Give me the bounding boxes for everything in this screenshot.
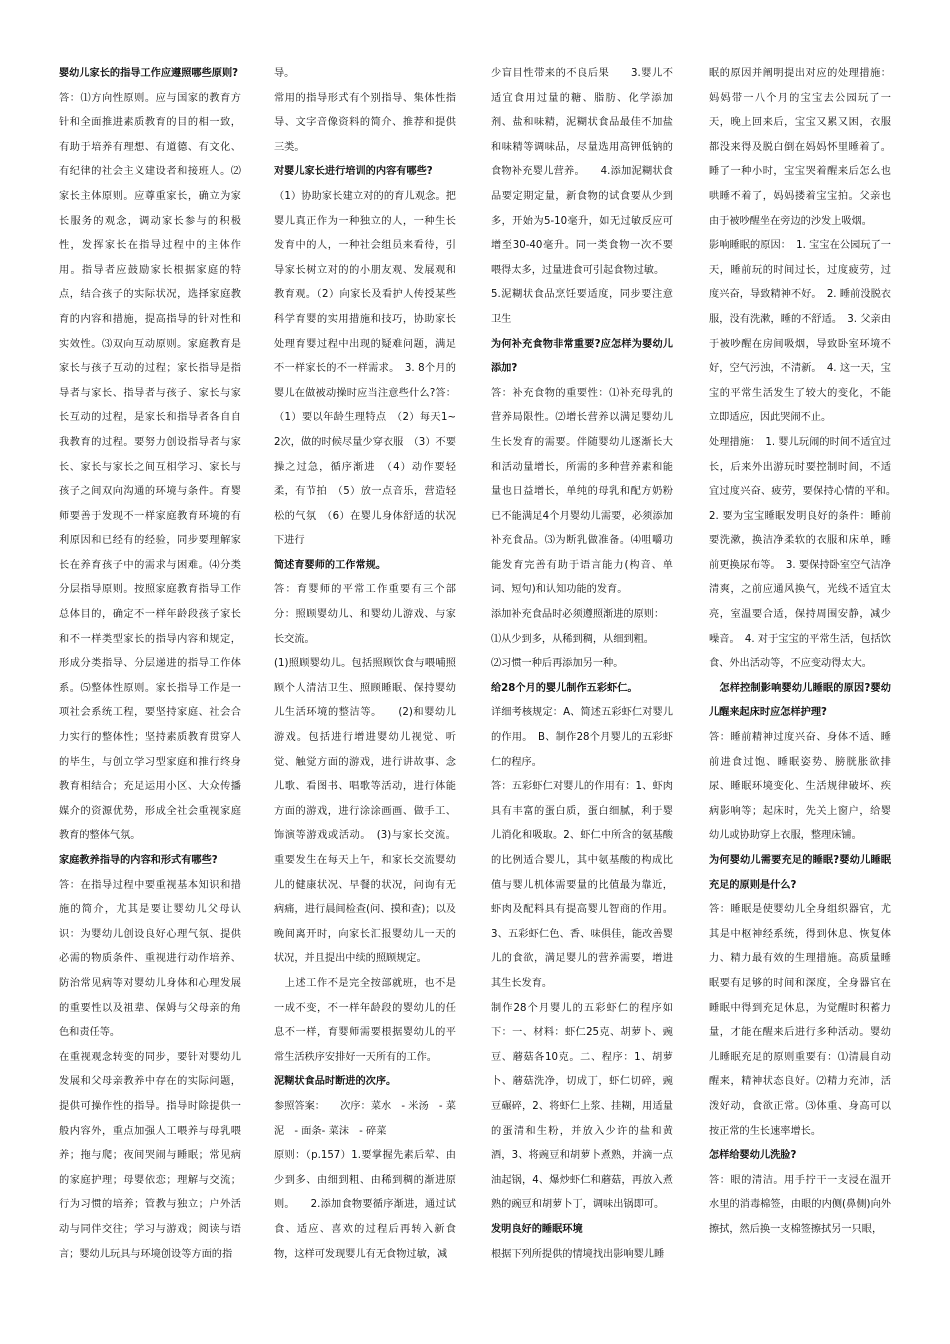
answer-paragraph: 答：在指导过程中要重视基本知识和措施的简介，尤其是要让婴幼儿父母认识：为婴幼儿创设良好心理气氛、提供必需的物质条件、重视进行动作培养、防治常见病等对婴幼儿身体和心理发展的重要性以及祖辈、保姆与父母亲的角色和责任等。 [59, 879, 241, 1039]
question-heading: 婴幼儿家长的指导工作应遵照哪些原则? [59, 68, 239, 79]
answer-paragraph: 处理措施： 1. 婴儿玩闹的时间不适宜过长，后来外出游玩时要控制时间，不适宜过度兴奋、疲劳，要保持心情的平和。 2. 要为宝宝睡眠发明良好的条件：睡前要洗漱，换洁净柔软的衣服和床单，睡前更换尿布等。 3. 要保持卧室空气洁净清爽，之前应通风换气，光线不适宜太亮，室温要合适，保持周围安静，减少噪音。 4. 对于宝宝的平常生活，包括饮食、外出活动等，不应变动得太大。 [709, 436, 902, 670]
question-heading: 发明良好的睡眠环境 [491, 1223, 583, 1235]
answer-paragraph: 添加补充食品时必须遵照渐进的原则： [491, 609, 665, 621]
answer-paragraph: 答：⑴方向性原则。应与国家的教育方针和全面推进素质教育的目的相一致，有助于培养有理想、有道德、有文化、有纪律的社会主义建设者和接班人。⑵家长主体原则。应尊重家长，确立为家长服务的观念，调动家长参与的积极性，发挥家长在指导过程中的主体作用。指导者应鼓励家长根据家庭的特点，结合孩子的实际状况，选择家庭教育的内容和措施，提高指导的针对性和实效性。⑶双向互动原则。家庭教育是家长与孩子互动的过程；家长指导是指导者与家长、指导者与孩子、家长与家长互动的过程，是家长和指导者各自自我教育的过程。要努力创设指导者与家长、家长与家长之间互相学习、家长与孩子之间双向沟通的环境与条件。育婴师要善于发现不一样家庭教育环境的有利原因和已经有的经验，同步要理解家长在养育孩子中的需求与困难。⑷分类分层指导原则。按照家庭教育指导工作总体目的，确定不一样年龄段孩子家长和不一样类型家长的指导内容和规定，形成分类指导、分层递进的指导工作体系。⑸整体性原则。家长指导工作是一项社会系统工程，要坚持家庭、社会合力实行的整体性；坚持素质教育贯穿人的毕生，与创立学习型家庭和推行终身教育相结合；充足运用小区、大众传播媒介的资源优势，形成全社会重视家庭教育的整体气氛。 [59, 92, 241, 842]
question-heading: 泥糊状食品时断进的次序。 [274, 1076, 397, 1088]
answer-paragraph: 答：补充食物的重要性：⑴补充母乳的营养局限性。⑵增长营养以满足婴幼儿生长发育的需要。伴随婴幼儿逐渐长大和活动量增长，所需的多种营养素和能量也日益增长，单纯的母乳和配方奶粉已不能满足4个月婴幼儿需要，必须添加补充食品。⑶为断乳做准备。⑷咀嚼功能发育完善有助于语言能力(构音、单词、短句)和认知功能的发育。 [491, 387, 673, 596]
answer-paragraph: 答：睡眠是使婴幼儿全身组织器官，尤其是中枢神经系统，得到休息、恢复体力、精力最有效的生理措施。高质量睡眠要有足够的时间和深度，全身器官在睡眠中得到充足休息，为觉醒时积蓄力量，才能在醒来后进行多种活动。婴幼儿睡眠充足的原则重要有：⑴清晨自动醒来，精神状态良好。⑵精力充沛，活泼好动，食欲正常。⑶体重、身高可以按正常的生长速率增长。 [709, 904, 891, 1137]
answer-paragraph: 答：五彩虾仁对婴儿的作用有：1、虾肉具有丰富的蛋白质，蛋白细腻，利于婴儿消化和吸取。2、虾仁中所含的氨基酸的比例适合婴儿，其中氨基酸的构成比值与婴儿机体需要量的比值最为靠近，虾肉及配料具有提高婴儿智商的作用。3、五彩虾仁色、香、味俱佳，能改善婴儿的食欲，满足婴儿的营养需要，增进其生长发育。 [491, 781, 673, 989]
answer-paragraph: 上述工作不是完全按部就班，也不是一成不变，不一样年龄段的婴幼儿的任息不一样，育婴师需要根据婴幼儿的平常生活秩序安排好一天所有的工作。 [274, 977, 456, 1063]
answer-paragraph: 制作28个月婴儿的五彩虾仁的程序如下：一、材料：虾仁25克、胡萝卜、豌豆、蘑菇各10克。二、程序：1、胡萝卜、蘑菇洗净，切成丁，虾仁切碎，豌豆碾碎，2、将虾仁上浆、挂糊，用适量的蛋清和生粉，并放入少许的盐和黄酒，3、将豌豆和胡萝卜煮熟，并滴一点油起锅，4、爆炒虾仁和蘑菇，再放入煮熟的豌豆和胡萝卜丁，调味出锅即可。 [491, 1002, 673, 1211]
answer-paragraph: 导。 [274, 68, 295, 79]
question-heading: 怎样控制影响婴幼儿睡眠的原因?婴幼儿醒来起床时应怎样护理? [709, 682, 891, 719]
question-heading: 给28个月的婴儿制作五彩虾仁。 [491, 682, 638, 694]
text-column-2 [274, 62, 456, 1332]
answer-paragraph: （1）协助家长建立对的的育儿观念。把婴儿真正作为一种独立的人，一种生长发育中的人，一种社会组员来看待，引导家长树立对的的小朋友观、发展观和教育观。（2）向家长及看护人传授某些科学育婴的实用措施和技巧，协助家长处理育婴过程中出现的疑难问题，满足不一样家长的不一样需求。 3. 8个月的婴儿在做被动操时应当注意些什么?答：（1）要以年龄生理特点 （2）每天1~2次，做的时候尽量少穿衣服 （3）不要操之过急，循序渐进 （4）动作要轻柔，有节拍 （5）放一点音乐，营造轻松的气氛 （6）在婴儿身体舒适的状况下进行 [274, 190, 456, 547]
answer-paragraph: 眠的原因并阐明提出对应的处理措施：妈妈带一八个月的宝宝去公园玩了一天，晚上回来后，宝宝又累又困，衣服都没来得及脱白倒在妈妈怀里睡着了。睡了一种小时，宝宝哭着醒来后怎么也哄睡不着了，妈妈搂着宝宝拍。父亲也由于被吵醒坐在旁边的沙发上吸烟。 [709, 68, 891, 227]
text-column-1 [59, 62, 241, 1332]
answer-paragraph: ⑴从少到多，从稀到稠，从细到粗。 [491, 633, 654, 645]
answer-paragraph: (1)照顾婴幼儿。包括照顾饮食与喂哺照顾个人清洁卫生、照顾睡眠、保持婴幼儿生活环境的整洁等。 (2)和婴幼儿游戏。包括进行增进婴幼儿视觉、听觉、触觉方面的游戏，进行讲故事、念儿歌、看图书、唱歌等活动，进行体能方面的游戏，进行涂涂画画、做手工、饰演等游戏或活动。 (3)与家长交流。重要发生在每天上午，和家长交流婴幼儿的健康状况、早餐的状况，问询有无病痛，进行晨间检查(问、摸和查)；以及晚间离开时，向家长汇报婴幼儿一天的状况，并且提出中续的照顾规定。 [274, 658, 456, 965]
answer-paragraph: 答：育婴师的平常工作重要有三个部分：照顾婴幼儿、和婴幼儿游戏、与家长交流。 [274, 584, 456, 645]
answer-paragraph: 详细考核规定：A、简述五彩虾仁对婴儿的作用。 B、制作28个月婴儿的五彩虾仁的程序。 [491, 707, 673, 768]
answer-paragraph: 答：眼的清洁。用手拧干一支浸在温开水里的消毒棉签，由眼的内侧(鼻侧)向外擦拭，然后换一支棉签擦拭另一只眼， [709, 1174, 891, 1235]
answer-paragraph: 常用的指导形式有个别指导、集体性指导、文字音像资料的简介、推荐和提供三类。 [274, 92, 456, 153]
question-heading: 对婴儿家长进行培训的内容有哪些? [274, 166, 433, 178]
answer-paragraph: ⑵习惯一种后再添加另一种。 [491, 658, 624, 670]
text-column-3 [491, 62, 673, 1332]
answer-paragraph: 5.泥糊状食品烹饪要适度，同步要注意卫生 [491, 289, 673, 325]
text-column-4 [709, 62, 902, 1332]
answer-paragraph: 根据下列所提供的情境找出影响婴儿睡 [491, 1248, 665, 1260]
answer-paragraph: 原则：（p.157）1.要掌握先素后荤、由少到多、由细到粗、由稀到稠的渐进原则。 2.添加食物要循序渐进，通过试食、适应、喜欢的过程后再转入新食物，这样可发现婴儿有无食物过敏，减 [274, 1150, 456, 1260]
answer-paragraph: 在重视观念转变的同步，要针对婴幼儿发展和父母亲教养中存在的实际问题，提供可操作性的指导。指导时除提供一般内容外，重点加强人工喂养与母乳喂养；拖与爬；夜间哭闹与睡眠；常见病的家庭护理；母婴依恋；理解与交流；行为习惯的培养；管教与独立；户外活动与同伴交往；学习与游戏；阅读与语言；婴幼儿玩具与环境创设等方面的指 [59, 1051, 241, 1260]
question-heading: 为何补充食物非常重要?应怎样为婴幼儿添加? [491, 338, 673, 375]
answer-paragraph: 影响睡眠的原因： 1. 宝宝在公园玩了一天，睡前玩的时间过长，过度疲劳，过度兴奋，导致精神不好。 2. 睡前没脱衣服，没有洗漱，睡的不舒适。 3. 父亲由于被吵醒在房间吸烟，导致卧室环境不好，空气污浊，不清新。 4. 这一天，宝宝的平常生活发生了较大的变化，不能立即适应，因此哭闹不止。 [709, 240, 891, 424]
question-heading: 家庭教养指导的内容和形式有哪些? [59, 855, 218, 866]
question-heading: 怎样给婴幼儿洗脸? [709, 1150, 797, 1162]
question-heading: 简述育婴师的工作常规。 [274, 559, 387, 571]
answer-paragraph: 答：睡前精神过度兴奋、身体不适、睡前进食过饱、睡眠姿势、膀胱胀欲排尿、睡眠环境变化、生活规律破坏、疾病影响等；起床时，先关上窗户，给婴幼儿或协助穿上衣服，整理床铺。 [709, 732, 891, 842]
question-heading: 为何婴幼儿需要充足的睡眠?婴幼儿睡眠充足的原则是什么? [709, 855, 891, 891]
answer-paragraph: 参照答案： 次序：菜水 - 米汤 - 菜泥 - 面条- 菜沫 - 碎菜 [274, 1100, 456, 1137]
answer-paragraph: 少盲目性带来的不良后果 3.婴儿不适宜食用过量的糖、脂肪、化学添加剂、盐和味精，泥糊状食品最佳不加盐和味精等调味品，尽量选用高钾低钠的食物补充婴儿营养。 4.添加泥糊状食品要定期定量，新食物的试食要从少到多，开始为5-10毫升，如无过敏反应可增至30-40毫升。同一类食物一次不要喂得太多，过量进食可引起食物过敏。 [491, 68, 673, 276]
